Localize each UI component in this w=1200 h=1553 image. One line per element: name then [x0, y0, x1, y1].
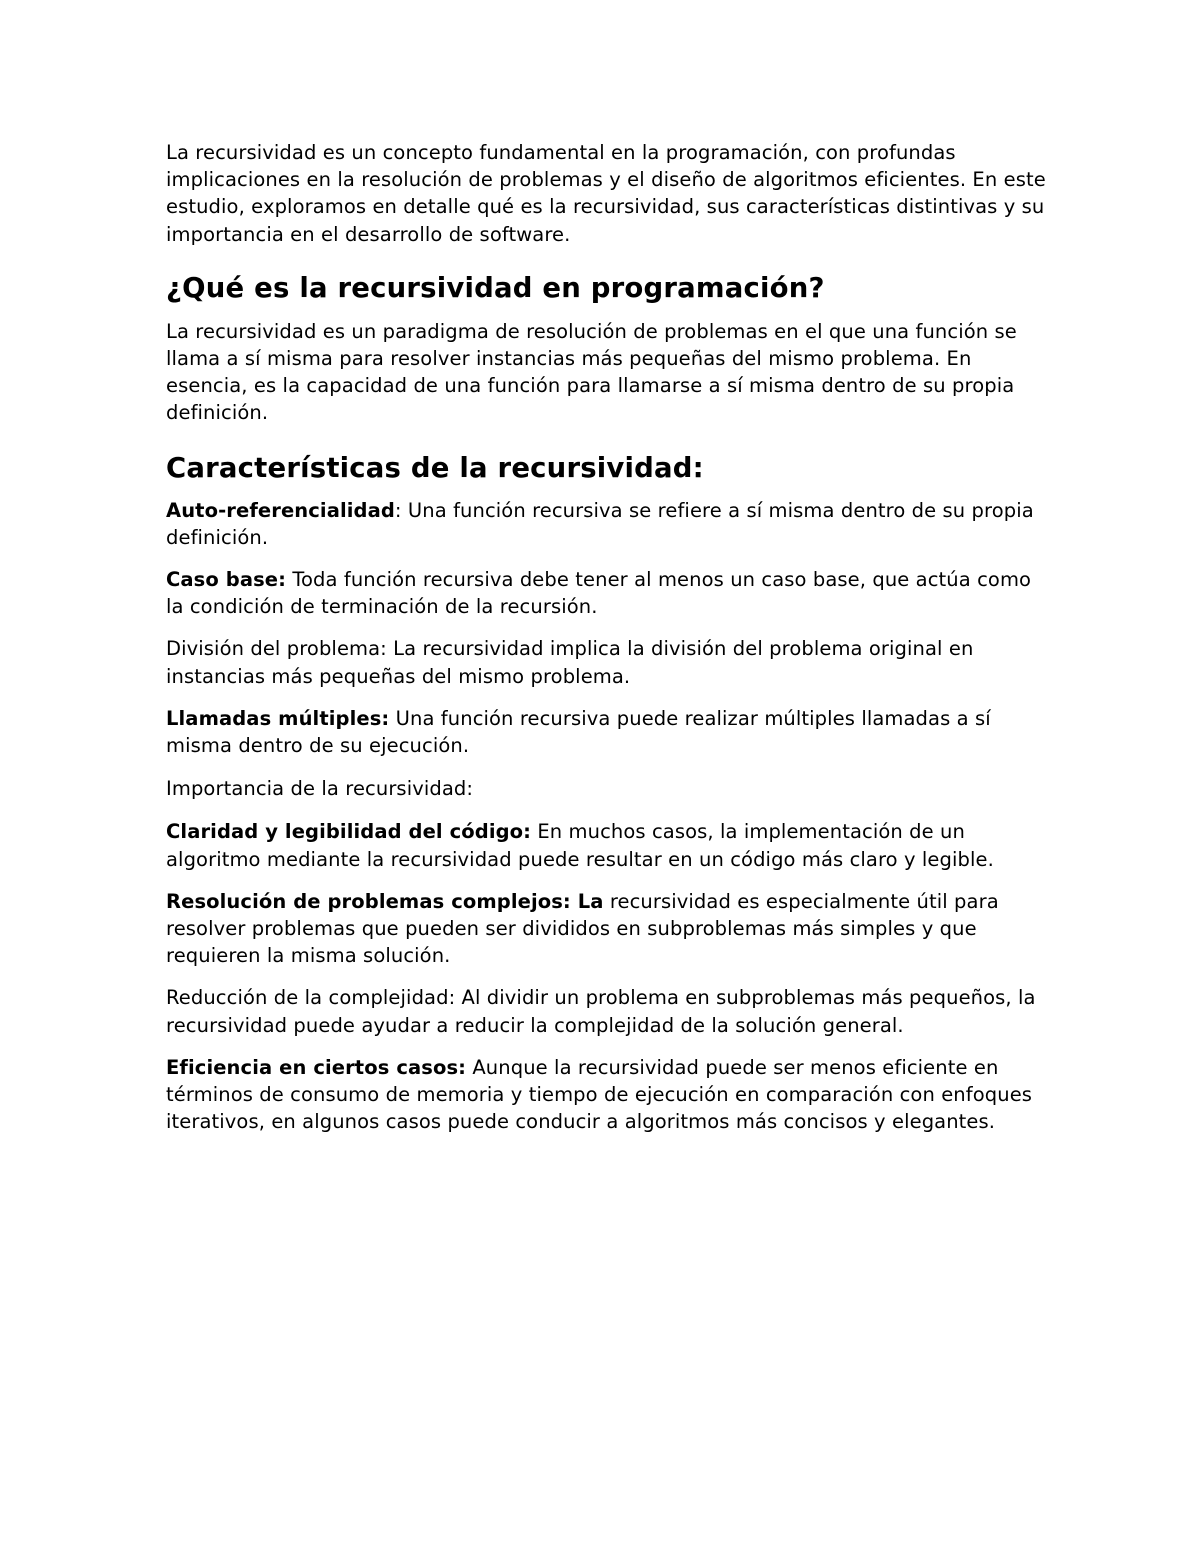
- characteristic-item: [166, 705, 1046, 759]
- item-term: Claridad y legibilidad del código:: [166, 820, 532, 844]
- item-text: Toda función recursiva debe tener al menos un caso base, que actúa como la condición de terminación de la recursión.: [166, 568, 1032, 619]
- importance-item: [166, 888, 1046, 970]
- definition-paragraph: La recursividad es un paradigma de resolución de problemas en el que una función se llama a sí misma para resolver instancias más pequeñas del mismo problema. En esencia, es la capacidad de una función para llamarse a sí misma dentro de su propia definición.: [166, 319, 1017, 425]
- item-text: En muchos casos, la implementación de un algoritmo mediante la recursividad puede resultar en un código más claro y legible.: [166, 820, 994, 871]
- importance-item: [166, 984, 1046, 1038]
- item-term: Caso base:: [166, 568, 287, 592]
- item-term: Eficiencia en ciertos casos:: [166, 1055, 467, 1079]
- item-text: Una función recursiva puede realizar múltiples llamadas a sí misma dentro de su ejecución.: [166, 706, 991, 758]
- item-term: Llamadas múltiples:: [166, 706, 390, 730]
- importance-item: [166, 818, 1046, 872]
- item-text: Reducción de la complejidad: Al dividir un problema en subproblemas más pequeños, la recursividad puede ayudar a reducir la complejidad de la solución general.: [166, 986, 1036, 1037]
- intro-paragraph: La recursividad es un concepto fundamental en la programación, con profundas implicaciones en la resolución de problemas y el diseño de algoritmos eficientes. En este estudio, exploramos en detalle qué es la recursividad, sus características distintivas y su importancia en el desarrollo de software.: [166, 141, 1046, 246]
- importance-heading: Importancia de la recursividad:: [166, 777, 474, 801]
- item-term: Resolución de problemas complejos: La: [166, 889, 604, 913]
- characteristic-item: [166, 635, 1046, 689]
- item-text: : Una función recursiva se refiere a sí misma dentro de su propia definición.: [166, 498, 1034, 549]
- item-text: recursividad es especialmente útil para resolver problemas que pueden ser divididos en subproblemas más simples y que requieren la misma solución.: [166, 889, 999, 968]
- section-heading-caracteristicas: Características de la recursividad:: [166, 451, 704, 484]
- importance-item: [166, 1054, 1046, 1136]
- section-heading-que-es: ¿Qué es la recursividad en programación?: [166, 271, 825, 304]
- document-page: [166, 139, 1046, 1150]
- characteristic-item: [166, 497, 1046, 551]
- item-term: Auto-referencialidad: [166, 498, 395, 522]
- item-text: División del problema: La recursividad implica la división del problema original en instancias más pequeñas del mismo problema.: [166, 637, 974, 688]
- item-text: Aunque la recursividad puede ser menos eficiente en términos de consumo de memoria y tiempo de ejecución en comparación con enfoques iterativos, en algunos casos puede conducir a algoritmos más concisos y elegantes.: [166, 1055, 1033, 1134]
- characteristic-item: [166, 566, 1046, 620]
